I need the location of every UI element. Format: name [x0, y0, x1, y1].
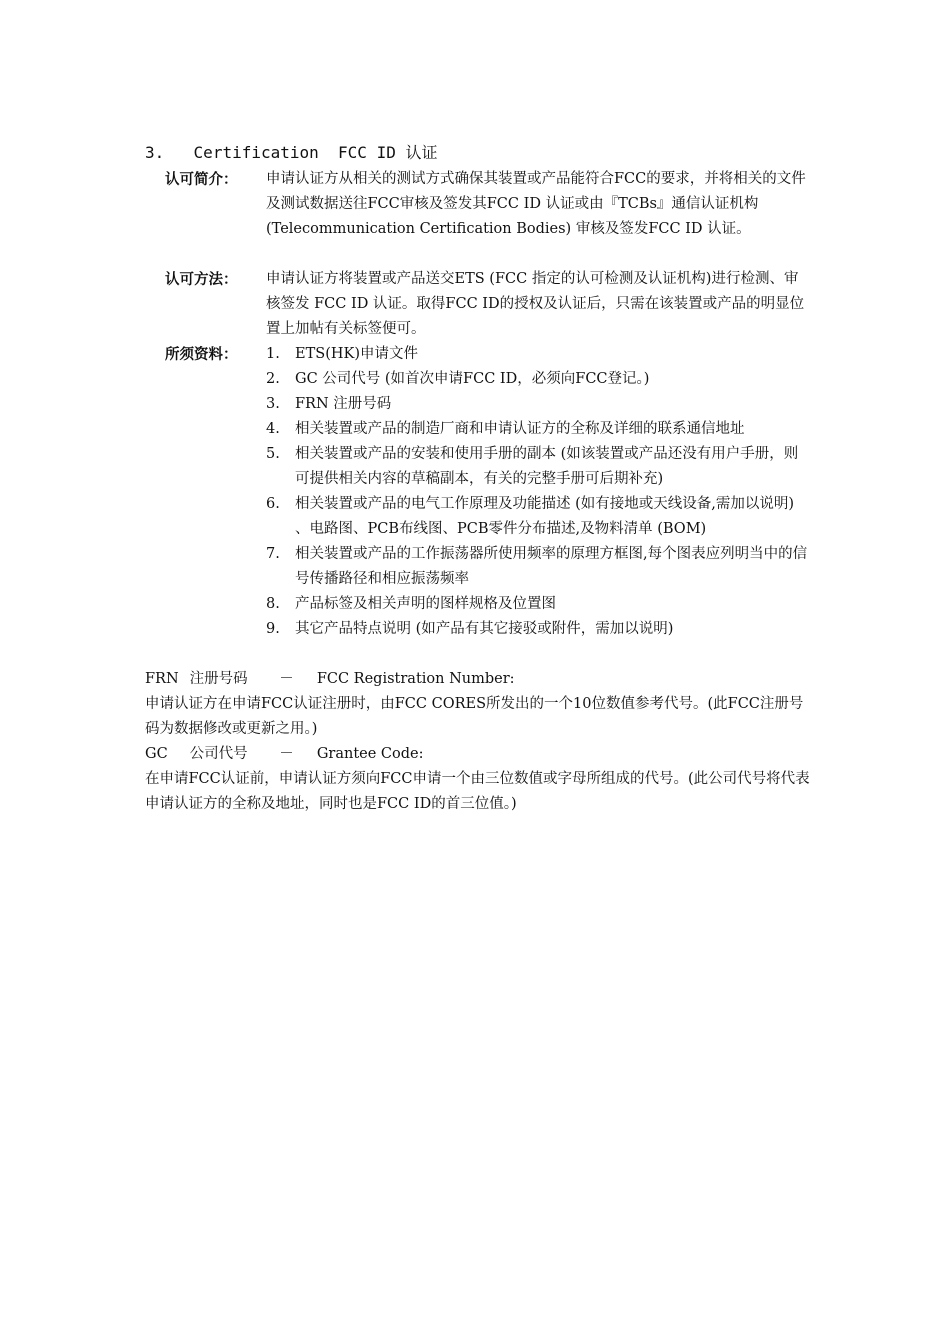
section-title-en: Certification FCC ID: [193, 143, 396, 162]
section-heading: [145, 140, 438, 163]
list-item: [266, 392, 811, 417]
intro-section: [165, 167, 815, 242]
list-item: [266, 442, 811, 492]
gc-term: [145, 742, 424, 767]
frn-en: FCC Registration Number:: [316, 671, 515, 687]
gc-cn: 公司代号: [189, 746, 248, 762]
list-item-number: 1.: [266, 346, 280, 362]
gc-definition: [145, 767, 810, 817]
frn-definition: [145, 692, 810, 742]
list-item-number: 7.: [266, 546, 280, 562]
list-item-number: 9.: [266, 621, 280, 637]
frn-dash: －: [279, 671, 294, 687]
list-item-number: 8.: [266, 596, 280, 612]
list-item-number: 2.: [266, 371, 280, 387]
list-item: [266, 617, 811, 642]
method-section: [165, 267, 815, 342]
materials-label: 所须资料：: [165, 346, 238, 363]
list-item-number: 6.: [266, 496, 280, 512]
list-item-text: GC 公司代号 (如首次申请FCC ID，必须向FCC登记。): [295, 371, 650, 387]
list-item: [266, 342, 811, 367]
list-item-text: 相关装置或产品的安装和使用手册的副本 (如该装置或产品还没有用户手册，则可提供相关内容的草稿副本，有关的完整手册可后期补充): [295, 446, 799, 487]
list-item: [266, 367, 811, 392]
list-item: [266, 592, 811, 617]
list-item-text: 产品标签及相关声明的图样规格及位置图: [295, 596, 556, 612]
list-item-number: 3.: [266, 396, 280, 412]
frn-abbr: FRN: [145, 671, 179, 687]
intro-text: 申请认证方从相关的测试方式确保其装置或产品能符合FCC的要求，并将相关的文件及测试数据送往FCC审核及签发其FCC ID 认证或由『TCBs』通信认证机构 (Telecommunication Certification Bodies) 审核及签发FCC ID 认证。: [266, 171, 806, 237]
gc-dash: －: [279, 746, 294, 762]
list-item-text: 相关装置或产品的制造厂商和申请认证方的全称及详细的联系通信地址: [295, 421, 745, 437]
list-item: [266, 542, 811, 592]
materials-list: [266, 342, 811, 642]
list-item: [266, 492, 811, 542]
list-item-number: 4.: [266, 421, 280, 437]
list-item: [266, 417, 811, 442]
list-item-text: FRN 注册号码: [295, 396, 392, 412]
method-text: 申请认证方将装置或产品送交ETS (FCC 指定的认可检测及认证机构)进行检测、审核签发 FCC ID 认证。取得FCC ID的授权及认证后，只需在该装置或产品的明显位置上加帖有关标签便可。: [266, 271, 805, 337]
list-item-text: 其它产品特点说明 (如产品有其它接驳或附件，需加以说明): [295, 621, 674, 637]
frn-cn: 注册号码: [189, 671, 248, 687]
list-item-text: 相关装置或产品的工作振荡器所使用频率的原理方框图,每个图表应列明当中的信号传播路径和相应振荡频率: [295, 546, 808, 587]
list-item-text: 相关装置或产品的电气工作原理及功能描述 (如有接地或天线设备,需加以说明) 、电路图、PCB布线图、PCB零件分布描述,及物料清单 (BOM): [295, 496, 795, 537]
frn-term: [145, 667, 515, 692]
section-title-cn: 认证: [405, 143, 438, 162]
frn-text: 申请认证方在申请FCC认证注册时，由FCC CORES所发出的一个10位数值参考代号。(此FCC注册号码为数据修改或更新之用。): [145, 696, 804, 737]
list-item-number: 5.: [266, 446, 280, 462]
method-label: 认可方法：: [165, 271, 238, 288]
gc-text: 在申请FCC认证前，申请认证方须向FCC申请一个由三位数值或字母所组成的代号。(此公司代号将代表申请认证方的全称及地址，同时也是FCC ID的首三位值。): [145, 771, 810, 812]
materials-section: [165, 342, 815, 642]
section-number: 3.: [145, 143, 165, 162]
gc-en: Grantee Code:: [316, 746, 424, 762]
list-item-text: ETS(HK)申请文件: [295, 346, 418, 362]
intro-label: 认可简介：: [165, 171, 238, 188]
gc-abbr: GC: [145, 746, 168, 762]
